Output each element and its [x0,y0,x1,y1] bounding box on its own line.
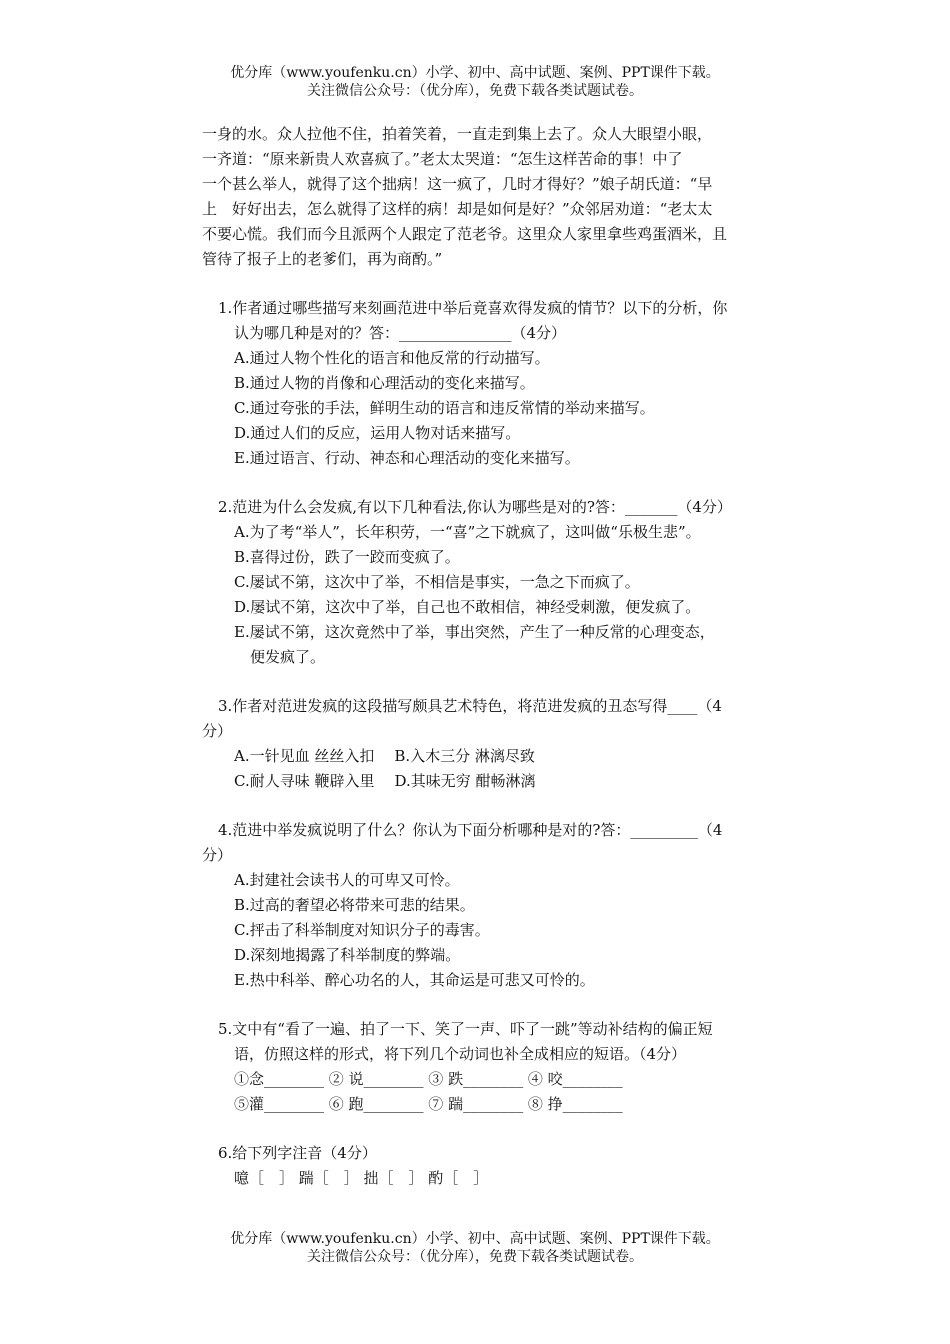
question-1-option-b: B.通过人物的肖像和心理活动的变化来描写。 [234,374,535,392]
question-3-option-c: C.耐人寻味 鞭辟入里 [234,772,375,790]
question-4-option-d: D.深刻地揭露了科举制度的弊端。 [234,946,461,964]
question-3-stem: 3.作者对范进发疯的这段描写颇具艺术特色，将范进发疯的丑态写得____（4 [218,697,722,715]
question-4-option-a: A.封建社会读书人的可卑又可怜。 [234,871,460,889]
question-2-stem: 2.范进为什么会发疯,有以下几种看法,你认为哪些是对的?答：_______（4分） [218,498,732,516]
question-6-items: 噫［ ］ 踹［ ］ 拙［ ］ 酌［ ］ [234,1169,489,1187]
question-5-blanks-row-1: ①念________ ② 说________ ③ 跌________ ④ 咬________ [234,1070,623,1088]
question-5-blanks-row-2: ⑤灌________ ⑥ 跑________ ⑦ 踹________ ⑧ 挣________ [234,1095,623,1113]
passage-line: 不要心慌。我们而今且派两个人跟定了范老爷。这里众人家里拿些鸡蛋酒米，且 [202,225,728,243]
question-1-option-d: D.通过人们的反应，运用人物对话来描写。 [234,424,521,442]
passage-line: 一身的水。众人拉他不住，拍着笑着，一直走到集上去了。众人大眼望小眼， [202,125,713,143]
question-5-stem-cont: 语，仿照这样的形式，将下列几个动词也补全成相应的短语。（4分） [234,1045,687,1063]
question-5-stem: 5.文中有“看了一遍、拍了一下、笑了一声、吓了一跳”等动补结构的偏正短 [218,1020,713,1038]
question-3-options-row-1 [202,744,812,769]
passage-line: 上 好好出去，怎么就得了这样的病！却是如何是好？”众邻居劝道：“老太太 [202,200,713,218]
question-3-option-a: A.一针见血 丝丝入扣 [234,747,375,765]
passage [202,122,812,272]
footer-line-1: 优分库（www.youfenku.cn）小学、初中、高中试题、案例、PPT课件下载。 [230,1231,720,1247]
question-3-stem-cont: 分） [202,722,233,740]
header-line-2: 关注微信公众号：（优分库），免费下载各类试题试卷。 [307,83,643,99]
question-3 [202,694,812,794]
question-6 [202,1141,812,1191]
page-footer [0,1230,950,1266]
question-2-option-e-cont: 便发疯了。 [250,648,326,666]
passage-line: 一齐道：“原来新贵人欢喜疯了。”老太太哭道：“怎生这样苦命的事！中了 [202,150,683,168]
header-line-1: 优分库（www.youfenku.cn）小学、初中、高中试题、案例、PPT课件下载。 [230,65,720,81]
document-body [202,122,812,1191]
passage-line: 一个甚么举人，就得了这个拙病！这一疯了，几时才得好？”娘子胡氏道：“早 [202,175,713,193]
footer-line-2: 关注微信公众号：（优分库），免费下载各类试题试卷。 [307,1249,643,1265]
question-1-option-c: C.通过夸张的手法，鲜明生动的语言和违反常情的举动来描写。 [234,399,655,417]
question-1-stem: 1.作者通过哪些描写来刻画范进中举后竟喜欢得发疯的情节？以下的分析，你 [218,299,728,317]
question-5 [202,1017,812,1117]
question-6-stem: 6.给下列字注音（4分） [218,1144,377,1162]
question-3-option-b: B.入木三分 淋漓尽致 [394,747,535,765]
question-2 [202,495,812,670]
page-header [0,64,950,100]
question-2-option-a: A.为了考“举人”，长年积劳，一“喜”之下就疯了，这叫做“乐极生悲”。 [234,523,701,541]
question-4-option-e: E.热中科举、醉心功名的人，其命运是可悲又可怜的。 [234,971,595,989]
question-1-option-a: A.通过人物个性化的语言和他反常的行动描写。 [234,349,550,367]
question-2-option-c: C.屡试不第，这次中了举，不相信是事实，一急之下而疯了。 [234,573,640,591]
question-4-stem: 4.范进中举发疯说明了什么？你认为下面分析哪种是对的?答：_________（4 [218,821,723,839]
question-2-option-b: B.喜得过份，跌了一跤而变疯了。 [234,548,460,566]
question-2-option-d: D.屡试不第，这次中了举，自己也不敢相信，神经受刺激，便发疯了。 [234,598,701,616]
question-1 [202,296,812,471]
question-4-option-b: B.过高的奢望必将带来可悲的结果。 [234,896,475,914]
question-3-option-d: D.其味无穷 酣畅淋漓 [394,772,536,790]
question-3-options-row-2 [202,769,812,794]
question-4-stem-cont: 分） [202,846,233,864]
question-4-option-c: C.抨击了科举制度对知识分子的毒害。 [234,921,490,939]
question-1-stem-cont: 认为哪几种是对的？答：_______________（4分） [234,324,567,342]
question-4 [202,818,812,993]
question-1-option-e: E.通过语言、行动、神态和心理活动的变化来描写。 [234,449,580,467]
passage-line: 管待了报子上的老爹们，再为商酌。” [202,250,443,268]
question-2-option-e: E.屡试不第，这次竟然中了举，事出突然，产生了一种反常的心理变态， [234,623,715,641]
